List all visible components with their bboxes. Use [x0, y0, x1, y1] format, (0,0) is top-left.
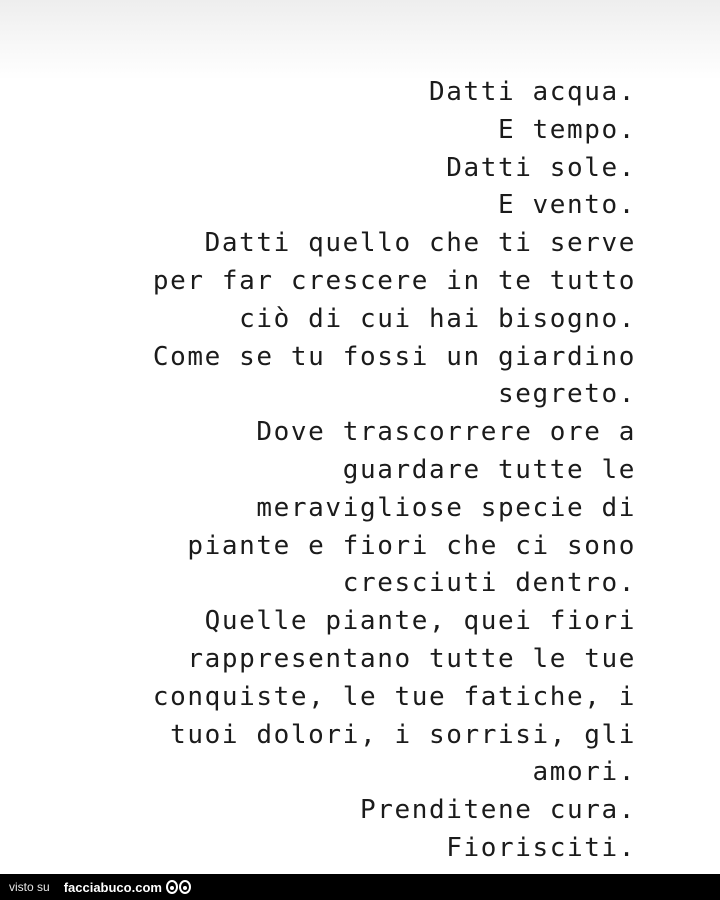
poem-line: rappresentano tutte le tue [187, 643, 636, 674]
poem-line: Quelle piante, quei fiori [204, 606, 636, 637]
poem-line: Dove trascorrere ore a [256, 417, 636, 448]
seen-on-label: visto su [9, 880, 50, 894]
poem-line: E vento. [497, 190, 636, 221]
poem-line: meravigliose specie di [256, 492, 636, 523]
poem-text [40, 74, 636, 868]
poem-line: Prenditene cura. [359, 795, 636, 826]
poem-line: tuoi dolori, i sorrisi, gli [170, 719, 636, 750]
poem-line: Datti quello che ti serve [204, 228, 636, 259]
poem-line: segreto. [497, 379, 636, 410]
poem-line: Datti acqua. [428, 77, 636, 107]
poem-line: amori. [532, 757, 636, 788]
poem-line: E tempo. [497, 114, 636, 145]
poem-line: Come se tu fossi un giardino [152, 341, 636, 372]
poem-line: conquiste, le tue fatiche, i [152, 681, 636, 712]
poem-line: per far crescere in te tutto [152, 265, 636, 296]
site-name[interactable]: facciabuco.com [63, 879, 162, 895]
top-fade [0, 0, 720, 80]
poem-line: Fiorisciti. [446, 832, 636, 863]
eyes-icon [166, 880, 191, 894]
poem-line: cresciuti dentro. [342, 568, 636, 599]
poem-line: ciò di cui hai bisogno. [239, 303, 636, 334]
left-eye-icon [166, 880, 178, 894]
watermark-footer [0, 874, 720, 900]
right-eye-icon [179, 880, 191, 894]
poem-line: piante e fiori che ci sono [187, 530, 636, 561]
poem-line: Datti sole. [446, 152, 636, 183]
poem-line: guardare tutte le [342, 454, 636, 485]
